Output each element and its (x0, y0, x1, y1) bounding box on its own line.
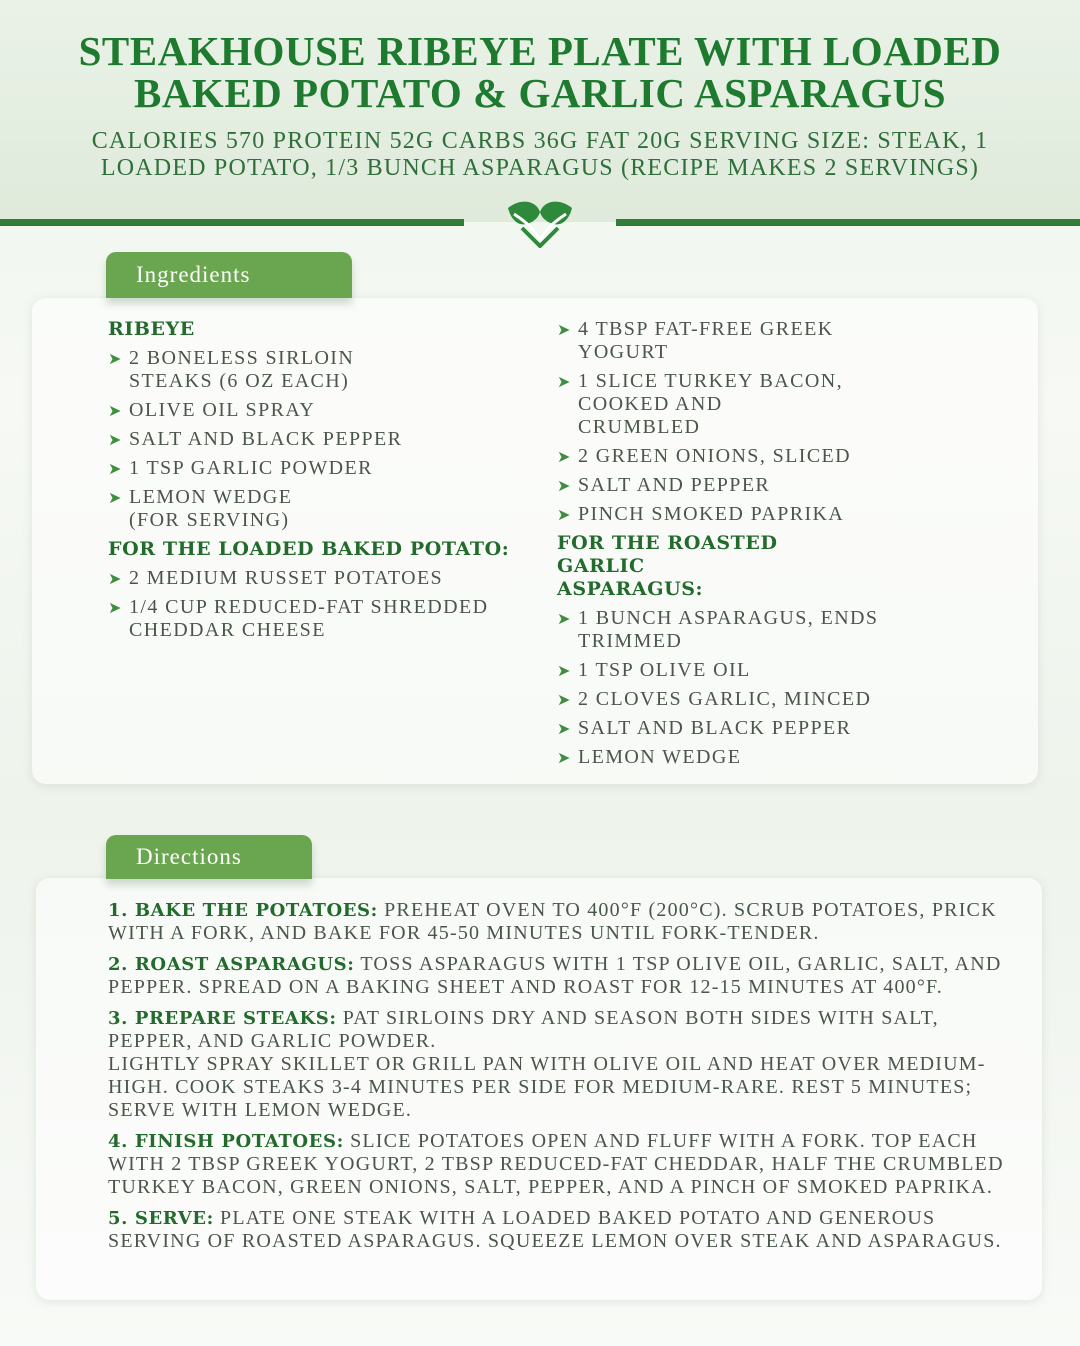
list-item: ➤ LEMON WEDGE (FOR SERVING) (108, 486, 293, 531)
step-label: 5. SERVE: (108, 1208, 214, 1229)
list-item: ➤ SALT AND BLACK PEPPER (108, 428, 403, 450)
list-item: ➤ SALT AND PEPPER (557, 474, 771, 496)
chevron-right-icon: ➤ (557, 447, 572, 466)
list-item: ➤ 1 BUNCH ASPARAGUS, ENDS TRIMMED (557, 607, 879, 652)
chevron-right-icon: ➤ (557, 505, 572, 524)
chevron-right-icon: ➤ (557, 661, 572, 680)
direction-step: 2. ROAST ASPARAGUS: TOSS ASPARAGUS WITH 1 TSP OLIVE OIL, GARLIC, SALT, AND PEPPER. SPREAD ON A BAKING SHEET AND ROAST FOR 12-15 MINUTES AT 400°F. (108, 953, 1002, 998)
chevron-right-icon: ➤ (557, 719, 572, 738)
step-label: 3. PREPARE STEAKS: (108, 1008, 337, 1029)
divider-right (616, 219, 1080, 226)
chevron-right-icon: ➤ (108, 401, 123, 420)
direction-step: 3. PREPARE STEAKS: PAT SIRLOINS DRY AND SEASON BOTH SIDES WITH SALT, PEPPER, AND GARLIC POWDER. LIGHTLY SPRAY SKILLET OR GRILL PAN WITH OLIVE OIL AND HEAT OVER MEDIUM-HIGH. COOK STEAKS 3-4 MINUTES PER SIDE FOR MEDIUM-RARE. REST 5 MINUTES; SERVE WITH LEMON WEDGE. (108, 1007, 1008, 1122)
step-label: 2. ROAST ASPARAGUS: (108, 954, 355, 975)
direction-step: 1. BAKE THE POTATOES: PREHEAT OVEN TO 400°F (200°C). SCRUB POTATOES, PRICK WITH A FORK, AND BAKE FOR 45-50 MINUTES UNTIL FORK-TENDER. (108, 899, 997, 944)
chevron-right-icon: ➤ (108, 349, 123, 368)
chevron-right-icon: ➤ (108, 569, 123, 588)
list-item: ➤ 1 TSP OLIVE OIL (557, 659, 751, 681)
section-heading-ribeye: RIBEYE (108, 318, 195, 340)
list-item: ➤ OLIVE OIL SPRAY (108, 399, 316, 421)
chevron-right-icon: ➤ (108, 459, 123, 478)
chevron-right-icon: ➤ (108, 488, 123, 507)
list-item: ➤ 1 SLICE TURKEY BACON, COOKED AND CRUMBLED (557, 370, 843, 438)
list-item: ➤ LEMON WEDGE (557, 746, 742, 768)
list-item: ➤ 2 CLOVES GARLIC, MINCED (557, 688, 872, 710)
step-extra: LIGHTLY SPRAY SKILLET OR GRILL PAN WITH OLIVE OIL AND HEAT OVER MEDIUM-HIGH. COOK STEAKS 3-4 MINUTES PER SIDE FOR MEDIUM-RARE. REST 5 MINUTES; SERVE WITH LEMON WEDGE. (108, 1053, 986, 1121)
list-item: ➤ PINCH SMOKED PAPRIKA (557, 503, 845, 525)
list-item: ➤ 1/4 CUP REDUCED-FAT SHREDDED CHEDDAR CHEESE (108, 596, 489, 641)
list-item: ➤ 1 TSP GARLIC POWDER (108, 457, 373, 479)
leaf-icon (490, 192, 590, 252)
chevron-right-icon: ➤ (557, 690, 572, 709)
chevron-right-icon: ➤ (557, 748, 572, 767)
direction-step: 4. FINISH POTATOES: SLICE POTATOES OPEN AND FLUFF WITH A FORK. TOP EACH WITH 2 TBSP GREEK YOGURT, 2 TBSP REDUCED-FAT CHEDDAR, HALF THE CRUMBLED TURKEY BACON, GREEN ONIONS, SALT, PEPPER, AND A PINCH OF SMOKED PAPRIKA. (108, 1130, 1004, 1198)
list-item: ➤ 2 MEDIUM RUSSET POTATOES (108, 567, 444, 589)
step-label: 1. BAKE THE POTATOES: (108, 900, 378, 921)
chevron-right-icon: ➤ (108, 598, 123, 617)
potato-list (108, 567, 528, 642)
chevron-right-icon: ➤ (108, 430, 123, 449)
divider-left (0, 219, 464, 226)
ribeye-list (108, 347, 528, 532)
direction-step: 5. SERVE: PLATE ONE STEAK WITH A LOADED BAKED POTATO AND GENEROUS SERVING OF ROASTED ASPARAGUS. SQUEEZE LEMON OVER STEAK AND ASPARAGUS. (108, 1207, 1002, 1252)
potato-list-continued (557, 318, 977, 526)
chevron-right-icon: ➤ (557, 609, 572, 628)
list-item: ➤ 2 BONELESS SIRLOIN STEAKS (6 OZ EACH) (108, 347, 355, 392)
section-heading-potato: FOR THE LOADED BAKED POTATO: (108, 538, 510, 560)
page-title: STEAKHOUSE RIBEYE PLATE WITH LOADED BAKED POTATO & GARLIC ASPARAGUS (78, 28, 1002, 116)
ingredients-column-2 (557, 318, 977, 775)
directions-list (108, 899, 1008, 1261)
section-heading-asparagus: FOR THE ROASTED GARLIC ASPARAGUS: (557, 532, 778, 600)
step-label: 4. FINISH POTATOES: (108, 1131, 344, 1152)
list-item: ➤ 2 GREEN ONIONS, SLICED (557, 445, 852, 467)
nutrition-subtitle: CALORIES 570 PROTEIN 52G CARBS 36G FAT 20G SERVING SIZE: STEAK, 1 LOADED POTATO, 1/3 BUNCH ASPARAGUS (RECIPE MAKES 2 SERVINGS) (91, 128, 989, 181)
chevron-right-icon: ➤ (557, 476, 572, 495)
chevron-right-icon: ➤ (557, 372, 572, 391)
list-item: ➤ 4 TBSP FAT-FREE GREEK YOGURT (557, 318, 834, 363)
tab-ingredients: Ingredients (106, 252, 352, 298)
list-item: ➤ SALT AND BLACK PEPPER (557, 717, 852, 739)
chevron-right-icon: ➤ (557, 320, 572, 339)
ingredients-column-1 (108, 318, 528, 648)
asparagus-list (557, 607, 977, 769)
tab-directions: Directions (106, 835, 312, 879)
